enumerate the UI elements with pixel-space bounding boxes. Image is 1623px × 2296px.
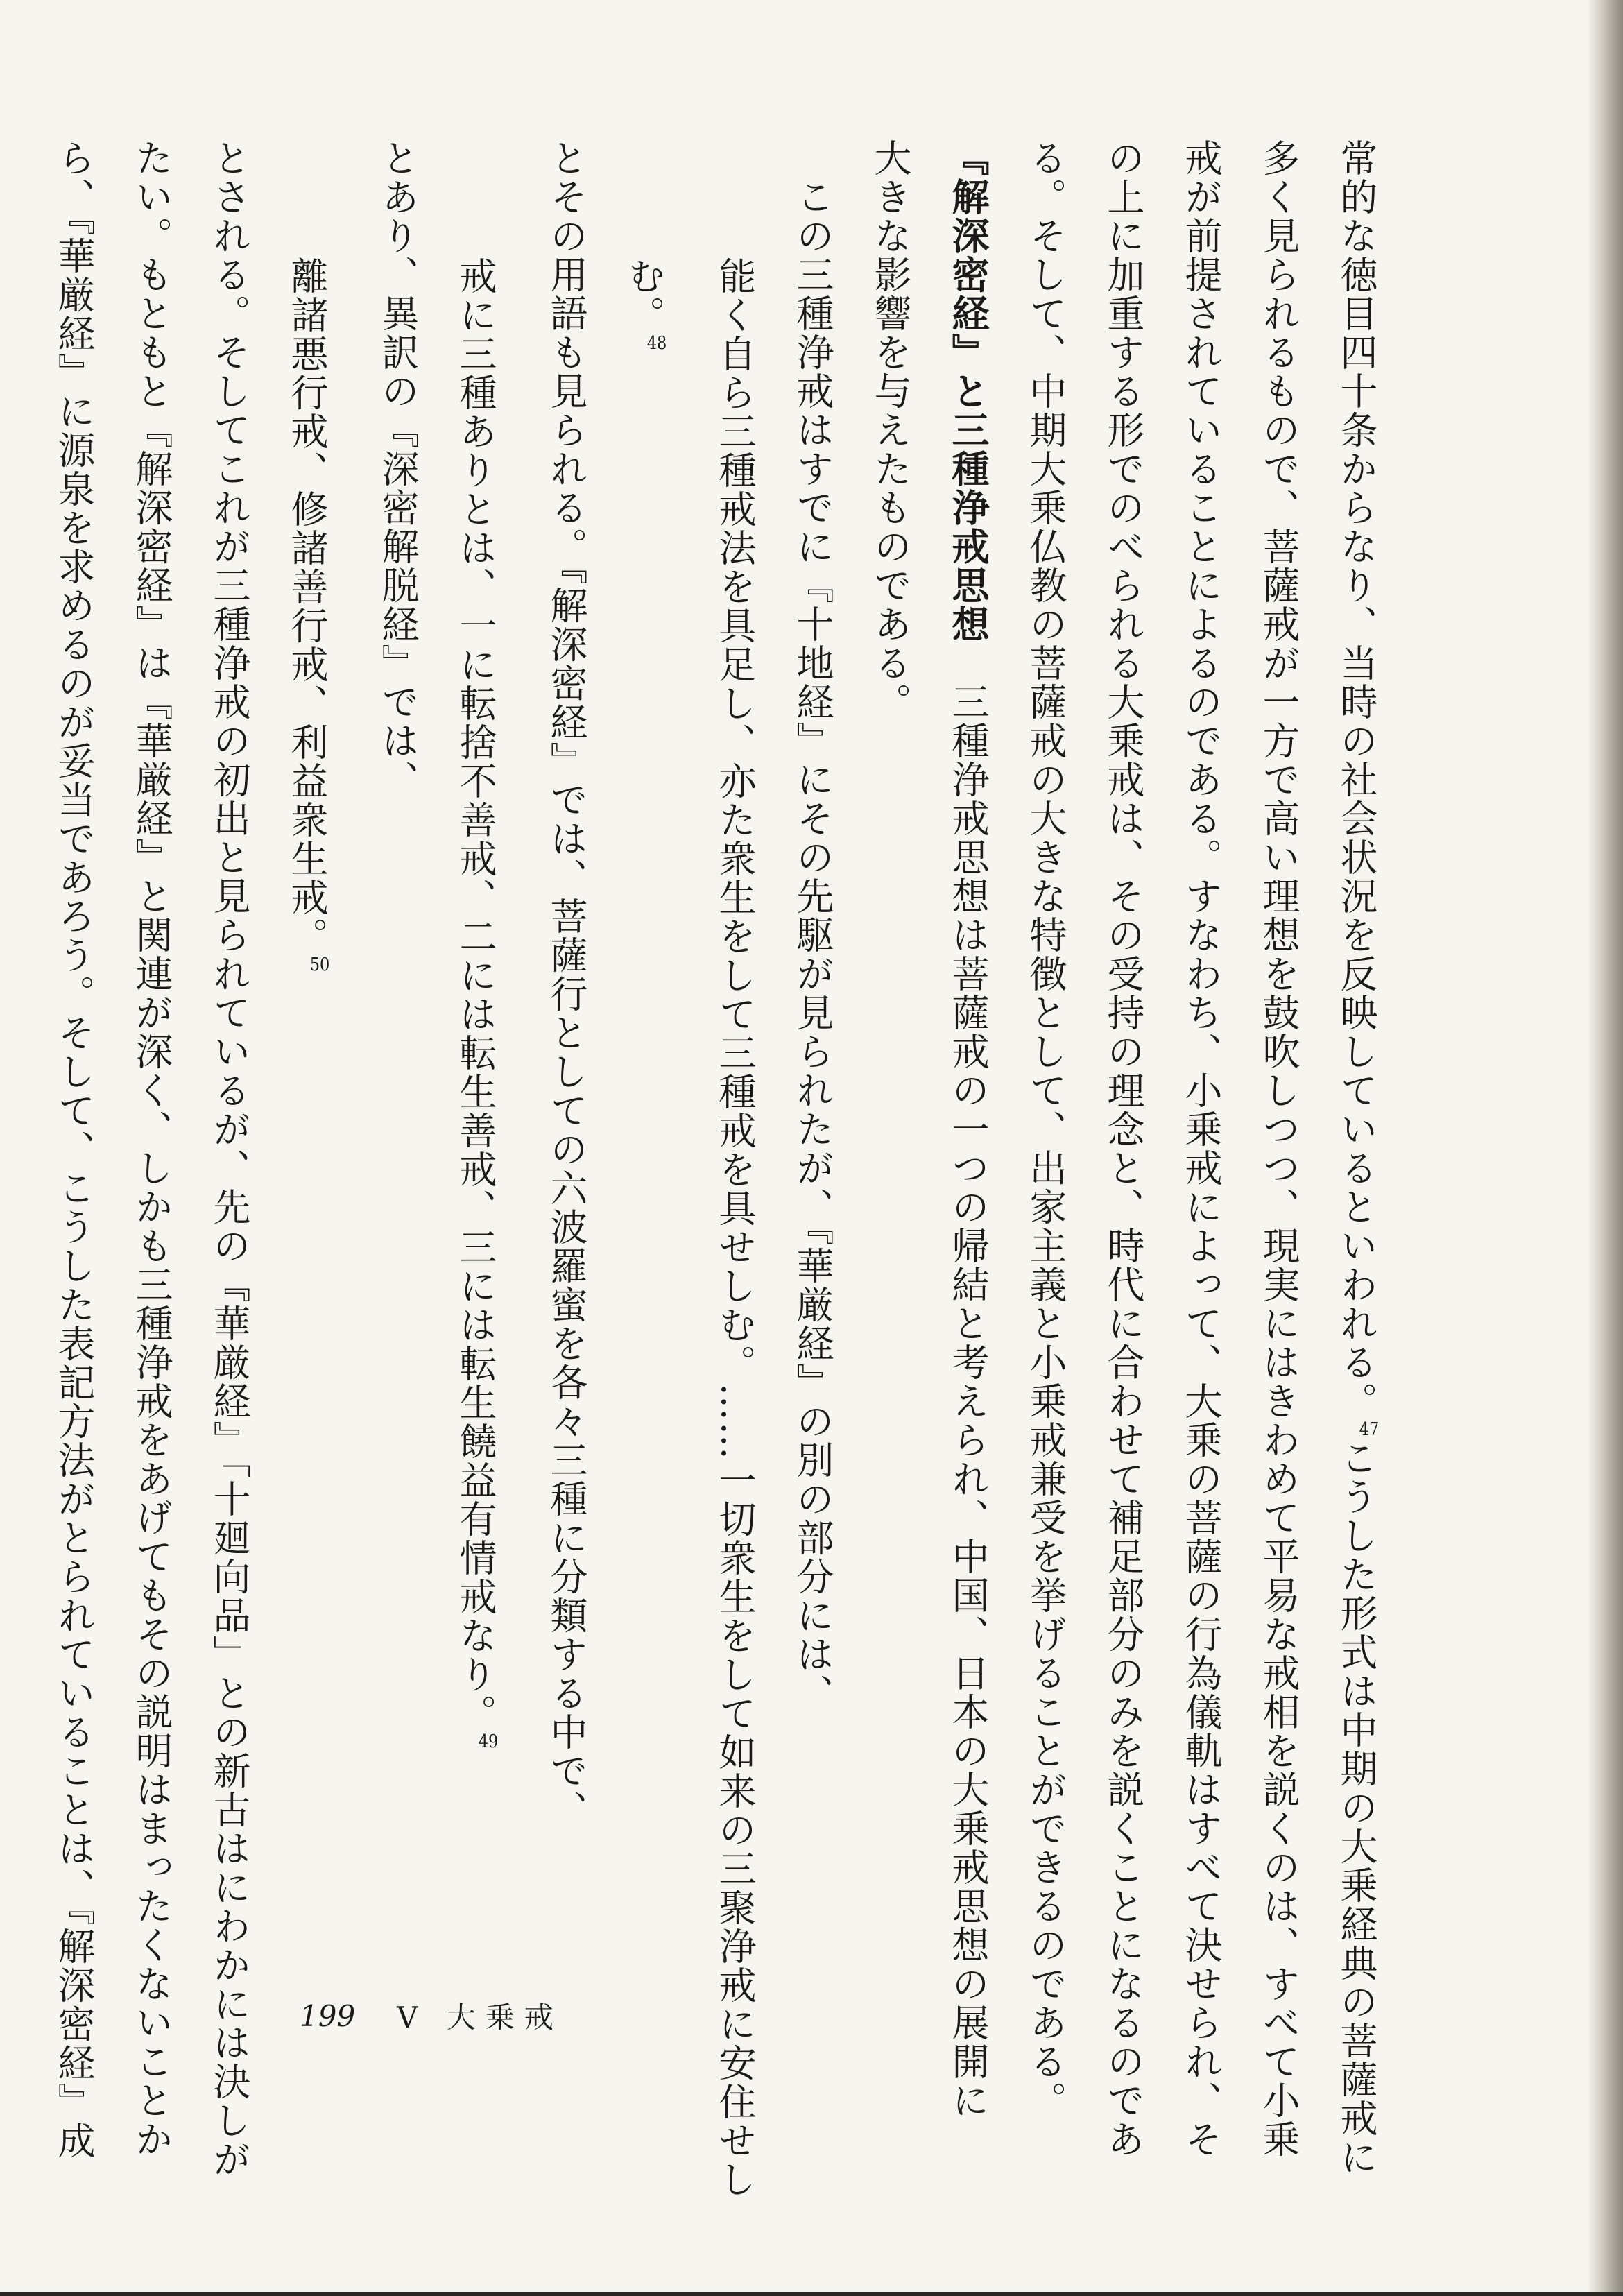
text-line [1084, 139, 1162, 2159]
line-text: む。 [622, 257, 666, 334]
line-text: 離諸悪行戒、修諸善行戒、利益衆生戒。 [285, 257, 329, 956]
line-text: 多く見られるもので、菩薩戒が一方で高い理想を鼓吹しつつ、現実にはきわめて平易な戒相を説くのは、すべて小乗 [1257, 139, 1300, 2159]
section-heading: 『解深密経』と三種浄戒思想 [946, 139, 990, 644]
book-binding-shadow [1588, 0, 1623, 2296]
text-line [190, 139, 268, 2179]
line-text: の上に加重する形でのべられる大乗戒は、その受持の理念と、時代に合わせて補足部分のみを説くことになるのであ [1101, 139, 1145, 2159]
line-text: ら、『華厳経』に源泉を求めるのが妥当であろう。そして、こうした表記方法がとられていることは、『解深密経』成 [52, 139, 96, 2160]
line-text: 戒が前提されていることによるのである。すなわち、小乗戒によって、大乗の菩薩の行為儀軌はすべて決せられ、そ [1179, 139, 1223, 2159]
line-text: 戒に三種ありとは、一に転捨不善戒、二には転生善戒、三には転生饒益有情戒なり。 [454, 257, 497, 1733]
line-text: 常的な徳目四十条からなり、当時の社会状況を反映しているといわれる。 [1334, 139, 1378, 1421]
text-line [268, 139, 359, 1956]
line-text: たい。もともと『解深密経』は『華厳経』と関連が深く、しかも三種浄戒をあげてもその説明はまったくないことか [130, 139, 173, 2159]
footnote-marker: 48 [646, 334, 667, 352]
text-line [1317, 139, 1408, 2177]
text-line [1239, 139, 1317, 2159]
line-text: とあり、異訳の『深密解脱経』では、 [376, 139, 420, 799]
line-text: とその用語も見られる。『解深密経』では、菩薩行としての六波羅蜜を各々三種に分類する中で、 [544, 139, 588, 1829]
page-bottom-edge [0, 2292, 1623, 2296]
page-number: 199 [300, 1998, 356, 2033]
line-text-continued: こうした形式は中期の大乗経典の菩薩戒に [1334, 1439, 1378, 2177]
text-line [35, 139, 112, 2160]
text-line [696, 139, 773, 2199]
text-line [436, 139, 527, 1956]
text-line [1006, 139, 1084, 2120]
line-text: 三種浄戒思想は菩薩戒の一つの帰結と考えられ、中国、日本の大乗戒思想の展開に [946, 683, 990, 2120]
text-line [851, 139, 929, 1956]
text-line [773, 139, 851, 1956]
footnote-marker: 49 [478, 1733, 499, 1751]
line-text: この三種浄戒はすでに『十地経』にその先駆が見られたが、『華厳経』の別の部分には、 [791, 178, 834, 1713]
line-text: とされる。そしてこれが三種浄戒の初出と見られているが、先の『華厳経』「十廻向品」との新古はにわかには決しが [207, 139, 251, 2179]
text-line [605, 139, 696, 1956]
text-line [1162, 139, 1239, 2159]
line-text: 能く自ら三種戒法を具足し、亦た衆生をして三種戒を具せしむ。……一切衆生をして如来の三聚浄戒に安住せし [713, 257, 757, 2199]
line-text: 大きな影響を与えたものである。 [868, 139, 912, 721]
footnote-marker: 50 [309, 956, 330, 974]
text-line [359, 139, 436, 1956]
chapter-title: Ⅴ 大乗戒 [397, 2001, 563, 2034]
text-line [112, 139, 190, 2159]
line-text: る。そして、中期大乗仏教の菩薩戒の大きな特徴として、出家主義と小乗戒兼受を挙げることができるのである。 [1024, 139, 1067, 2120]
text-line [929, 139, 1006, 2120]
footnote-marker: 47 [1359, 1421, 1380, 1439]
page-footer [300, 1995, 563, 2037]
text-line [527, 139, 605, 1956]
